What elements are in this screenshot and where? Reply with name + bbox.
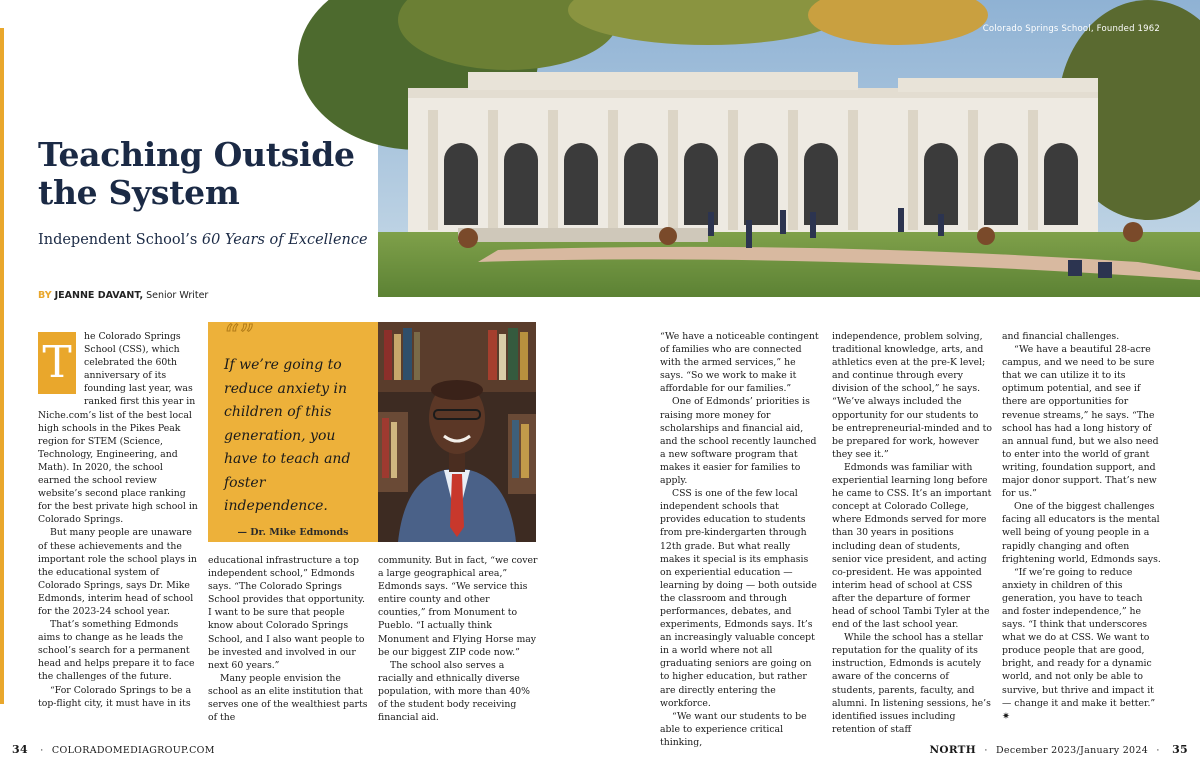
- footer-separator: ·: [40, 745, 44, 756]
- hero-photo: [378, 0, 1200, 297]
- page-number-right: 35: [1172, 743, 1188, 756]
- article-column-3: [378, 554, 538, 724]
- c1-paragraph-2: But many people are unaware of these achievements and the important role the school plays in the educational system of Colorado Springs, says Dr. Mike Edmonds, interim head of school for the 2023-24 school year.: [38, 527, 197, 617]
- c5-paragraph-2: Edmonds was familiar with experiential learning long before he came to CSS. It’s an important concept at Colorado College, where Edmonds served for more than 30 years in positions including dean of students, senior vice president, and acting co-president. He was appointed interim head of school at CSS after the departure of former head of school Tambi Tyler at the end of the last school year.: [832, 461, 992, 631]
- school-building-illustration: [378, 0, 1200, 297]
- c3-paragraph-2: The school also serves a racially and ethnically diverse population, with more than 40% of the student body receiving financial aid.: [378, 659, 531, 724]
- byline: [38, 290, 208, 301]
- page-number-left: 34: [12, 743, 28, 756]
- article-title: Teaching Outside the System: [38, 135, 355, 212]
- c5-paragraph-1: independence, problem solving, traditional knowledge, arts, and athletics even at the pre-K level; and continue through every division of the school,” he says. “We’ve always included the opportunity for our students to be entrepreneurial-minded and to be prepared for work, however they see it.”: [832, 331, 992, 460]
- pull-quote: [208, 319, 378, 542]
- portrait-illustration: [378, 322, 536, 542]
- byline-author: JEANNE DAVANT,: [54, 290, 144, 301]
- byline-by: BY: [38, 290, 52, 301]
- portrait-photo: [378, 322, 536, 542]
- photo-caption: Colorado Springs School, Founded 1962: [982, 24, 1160, 34]
- article-column-1: [38, 330, 198, 709]
- c6-paragraph-3: One of the biggest challenges facing all educators is the mental well being of young people in a rapidly changing and often frightening world, Edmonds says.: [1002, 501, 1161, 565]
- c1-paragraph-1: he Colorado Springs School (CSS), which celebrated the 60th anniversary of its founding last year, was ranked first this year in Niche.com’s list of the best local high schools in the Pikes Peak region for STEM (Science, Technology, Engineering, and Math). In 2020, the school earned the school review website’s second place ranking for the best private high school in Colorado Springs.: [38, 331, 198, 526]
- gold-accent-rule: [0, 28, 4, 704]
- c4-paragraph-3: CSS is one of the few local independent schools that provides education to students from pre-kindergarten through 12th grade. But what really makes it special is its emphasis on experiential education — learning by doing — both outside the classroom and through performances, debates, and experiments, Edmonds says. It’s an increasingly valuable concept in a world where not all graduating seniors are going on to higher education, but rather are directly entering the workforce.: [660, 488, 817, 709]
- article-subtitle: [38, 232, 368, 248]
- c1-paragraph-4: “For Colorado Springs to be a top-flight city, it must have in its: [38, 684, 192, 709]
- article-column-2: [208, 554, 368, 724]
- c4-paragraph-2: One of Edmonds’ priorities is raising more money for scholarships and financial aid, and the school recently launched a new software program that makes it easier for families to apply.: [660, 396, 817, 487]
- footer-separator: ·: [984, 745, 988, 756]
- pull-quote-text: If we’re going to reduce anxiety in children of this generation, you have to teach and foster independence.: [224, 357, 351, 514]
- footer-site: COLORADOMEDIAGROUP.COM: [51, 745, 215, 756]
- c3-paragraph-1: community. But in fact, “we cover a large geographical area,” Edmonds says. “We service this entire county and other counties,” from Monument to Pueblo. “I actually think Monument and Flying Horse may be our biggest ZIP code now.”: [378, 555, 538, 658]
- footer-left: [12, 743, 215, 756]
- byline-role: Senior Writer: [143, 290, 209, 301]
- article-column-6: [1002, 330, 1162, 722]
- quote-marks-icon: “”: [224, 319, 255, 354]
- c2-paragraph-2: Many people envision the school as an elite institution that serves one of the wealthiest parts of the: [208, 672, 368, 724]
- c1-paragraph-3: That’s something Edmonds aims to change as he leads the school’s search for a permanent head and helps prepare it to face the challenges of the future.: [38, 619, 195, 683]
- footer-magazine: NORTH: [929, 744, 976, 756]
- subtitle-lead: Independent School’s: [38, 232, 202, 248]
- c6-paragraph-4: “If we’re going to reduce anxiety in children of this generation, you have to teach and foster independence,” he says. “I think that underscores what we do at CSS. We want to produce people that are good, bright, and ready for a dynamic world, and not only be able to survive, but thrive and impact it — change it and make it better.” ✷: [1002, 566, 1156, 722]
- footer-right: [929, 743, 1188, 756]
- c2-paragraph-1: educational infrastructure a top independent school,” Edmonds says. “The Colorado Springs School provides that opportunity. I want to be sure that people know about Colorado Springs School, and I also want people to be invested and involved in our next 60 years.”: [208, 555, 365, 671]
- footer-separator: ·: [1156, 745, 1160, 756]
- c4-paragraph-4: “We want our students to be able to experience critical thinking,: [660, 710, 807, 748]
- footer-issue: December 2023/January 2024: [995, 745, 1149, 756]
- c4-paragraph-1: “We have a noticeable contingent of families who are connected with the armed services,” he says. “So we work to make it affordable for our families.”: [660, 331, 819, 395]
- article-column-5: [832, 330, 992, 735]
- dropcap: T: [38, 332, 76, 394]
- c6-paragraph-1: and financial challenges.: [1002, 331, 1120, 342]
- c6-paragraph-2: “We have a beautiful 28-acre campus, and we need to be sure that we can utilize it to its optimum potential, and see if there are opportunities for revenue streams,” he says. “The school has had a long history of an annual fund, but we also need to enter into the world of grant writing, foundation support, and major donor support. That’s new for us.”: [1002, 344, 1159, 500]
- article-column-4: [660, 330, 820, 748]
- pull-quote-attribution: — Dr. Mike Edmonds: [237, 526, 349, 538]
- subtitle-italic: 60 Years of Excellence: [201, 232, 368, 248]
- c5-paragraph-3: While the school has a stellar reputation for the quality of its instruction, Edmonds is acutely aware of the concerns of students, parents, faculty, and alumni. In listening sessions, he’s identified issues including retention of staff: [832, 632, 991, 735]
